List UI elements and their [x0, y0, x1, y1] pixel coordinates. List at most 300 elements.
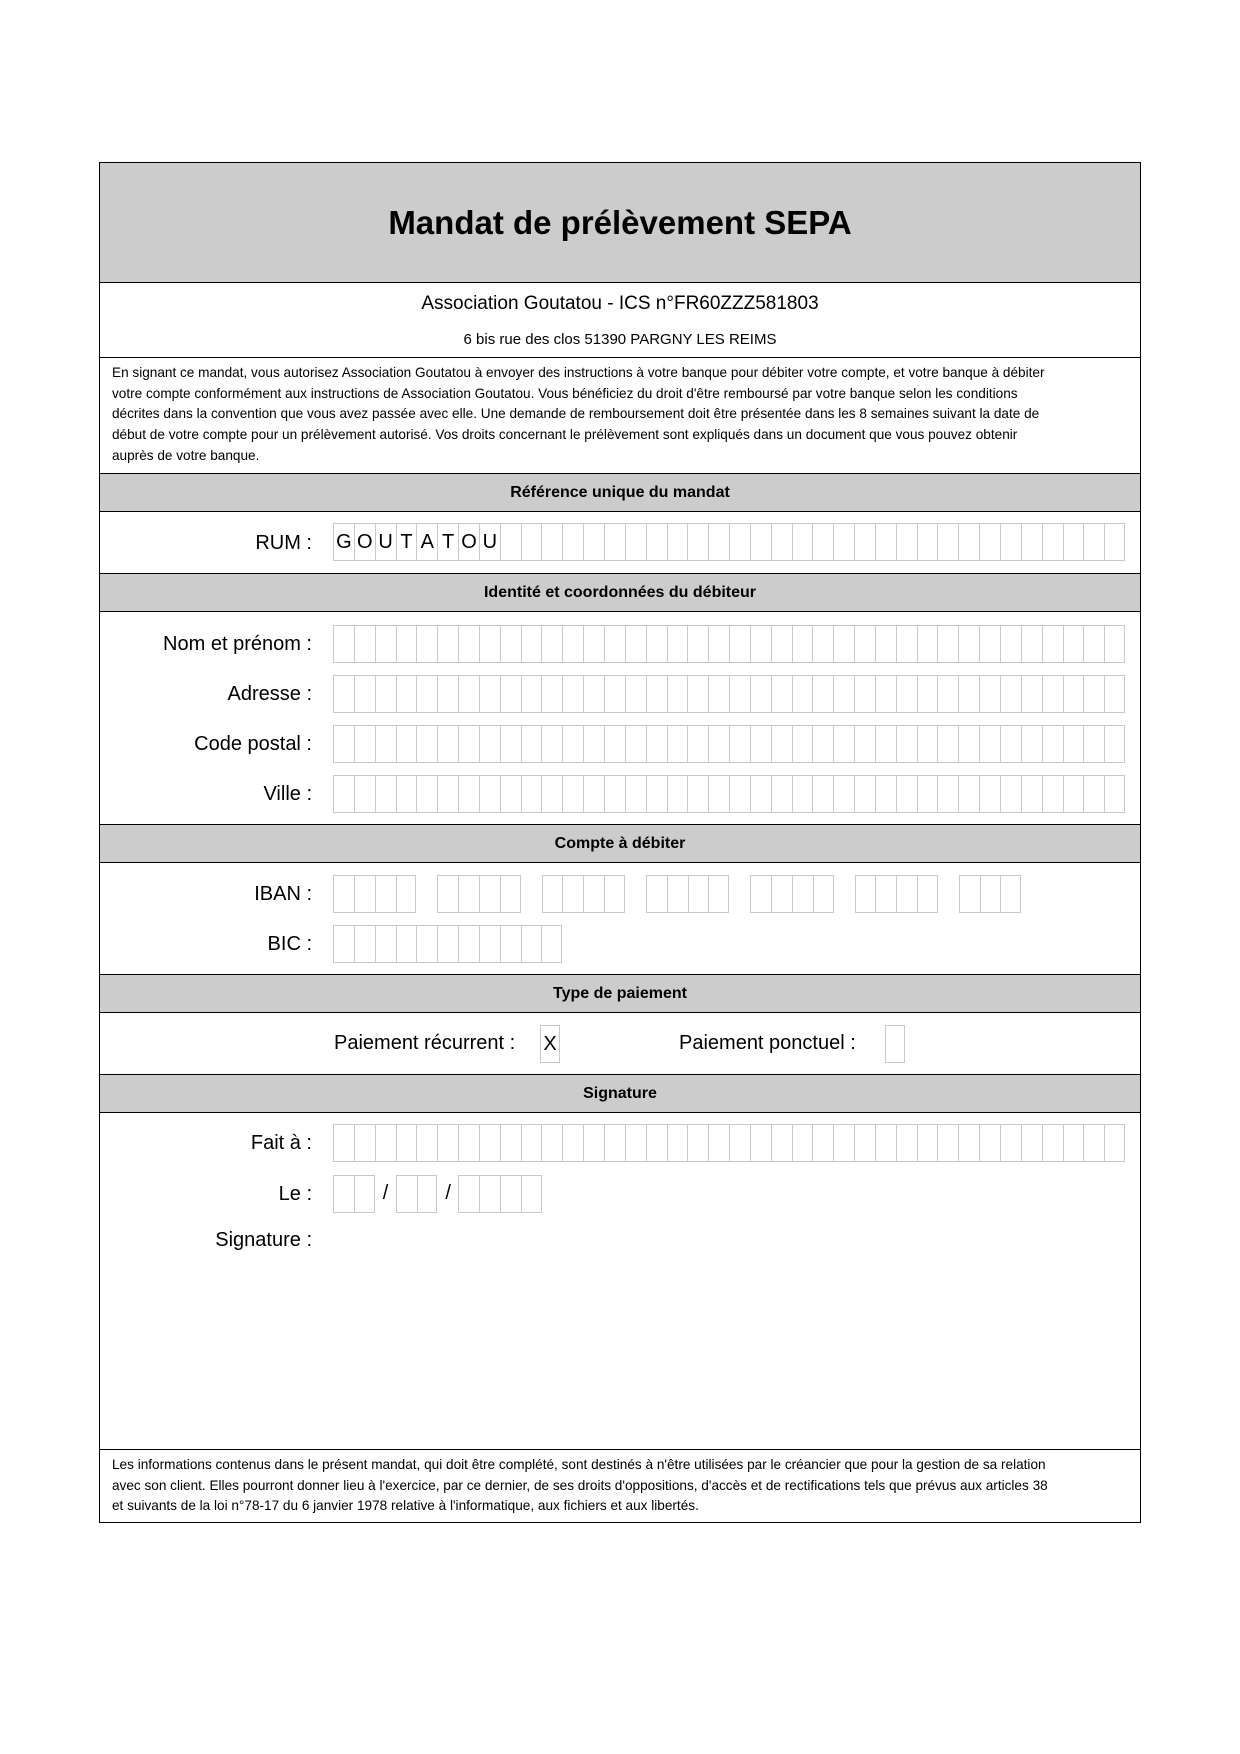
char-box[interactable]	[1021, 775, 1042, 813]
char-box[interactable]	[917, 875, 938, 913]
char-box[interactable]	[604, 675, 625, 713]
char-box[interactable]	[375, 675, 396, 713]
iban-group[interactable]	[437, 875, 520, 913]
char-box[interactable]	[437, 1124, 458, 1162]
char-box[interactable]	[646, 775, 667, 813]
char-box[interactable]	[896, 1124, 917, 1162]
char-box[interactable]	[833, 725, 854, 763]
iban-input[interactable]	[333, 875, 1133, 913]
char-box[interactable]	[646, 675, 667, 713]
char-box[interactable]	[687, 675, 708, 713]
char-box[interactable]	[396, 725, 417, 763]
char-box[interactable]	[917, 775, 938, 813]
char-box[interactable]	[416, 675, 437, 713]
char-box[interactable]	[416, 625, 437, 663]
recurring-payment-checkbox[interactable]	[540, 1025, 560, 1063]
char-box[interactable]	[562, 523, 583, 561]
char-box[interactable]	[917, 523, 938, 561]
char-box[interactable]	[1083, 625, 1104, 663]
char-box[interactable]	[771, 675, 792, 713]
char-box[interactable]	[646, 1124, 667, 1162]
char-box[interactable]	[771, 523, 792, 561]
char-box[interactable]	[625, 775, 646, 813]
char-box[interactable]	[750, 523, 771, 561]
signature-area[interactable]	[333, 1225, 1123, 1445]
char-box[interactable]	[625, 625, 646, 663]
char-box[interactable]: U	[479, 523, 500, 561]
char-box[interactable]	[333, 1124, 354, 1162]
char-box[interactable]	[500, 725, 521, 763]
char-box[interactable]	[937, 725, 958, 763]
char-box[interactable]	[875, 725, 896, 763]
char-box[interactable]	[708, 523, 729, 561]
char-box[interactable]	[396, 875, 417, 913]
postal-code-input[interactable]	[333, 725, 1125, 763]
char-box[interactable]	[875, 675, 896, 713]
char-box[interactable]	[500, 1175, 521, 1213]
char-box[interactable]	[896, 523, 917, 561]
char-box[interactable]: A	[416, 523, 437, 561]
char-box[interactable]	[833, 775, 854, 813]
char-box[interactable]	[479, 1175, 500, 1213]
char-box[interactable]	[396, 625, 417, 663]
char-box[interactable]	[333, 1175, 354, 1213]
char-box[interactable]	[437, 625, 458, 663]
char-box[interactable]	[750, 725, 771, 763]
char-box[interactable]	[354, 675, 375, 713]
char-box[interactable]	[541, 775, 562, 813]
char-box[interactable]	[437, 775, 458, 813]
char-box[interactable]	[1042, 775, 1063, 813]
char-box[interactable]	[479, 775, 500, 813]
char-box[interactable]	[375, 875, 396, 913]
char-box[interactable]	[521, 725, 542, 763]
char-box[interactable]	[583, 775, 604, 813]
char-box[interactable]	[1063, 1124, 1084, 1162]
char-box[interactable]	[1104, 725, 1125, 763]
char-box[interactable]	[875, 775, 896, 813]
char-box[interactable]	[521, 925, 542, 963]
char-box[interactable]	[1000, 523, 1021, 561]
char-box[interactable]	[937, 775, 958, 813]
char-box[interactable]	[937, 523, 958, 561]
char-box[interactable]	[875, 875, 896, 913]
char-box[interactable]	[1021, 725, 1042, 763]
char-box[interactable]	[812, 1124, 833, 1162]
iban-group[interactable]	[646, 875, 729, 913]
char-box[interactable]	[479, 875, 500, 913]
char-box[interactable]	[729, 1124, 750, 1162]
char-box[interactable]	[437, 675, 458, 713]
char-box[interactable]	[771, 625, 792, 663]
char-box[interactable]	[729, 725, 750, 763]
checkbox-box[interactable]: X	[540, 1025, 560, 1063]
char-box[interactable]	[458, 875, 479, 913]
char-box[interactable]	[646, 725, 667, 763]
char-box[interactable]	[937, 675, 958, 713]
char-box[interactable]	[958, 1124, 979, 1162]
char-box[interactable]	[354, 625, 375, 663]
char-box[interactable]	[562, 625, 583, 663]
char-box[interactable]	[396, 925, 417, 963]
char-box[interactable]	[1000, 725, 1021, 763]
char-box[interactable]	[792, 875, 813, 913]
char-box[interactable]	[771, 725, 792, 763]
char-box[interactable]	[437, 875, 458, 913]
city-input[interactable]	[333, 775, 1125, 813]
char-box[interactable]	[812, 675, 833, 713]
char-box[interactable]: G	[333, 523, 354, 561]
char-box[interactable]	[354, 725, 375, 763]
char-box[interactable]	[667, 523, 688, 561]
char-box[interactable]	[729, 523, 750, 561]
char-box[interactable]	[416, 1124, 437, 1162]
char-box[interactable]	[896, 675, 917, 713]
char-box[interactable]	[583, 625, 604, 663]
day-input[interactable]	[333, 1175, 375, 1213]
iban-group[interactable]	[542, 875, 625, 913]
char-box[interactable]	[541, 675, 562, 713]
char-box[interactable]	[687, 1124, 708, 1162]
char-box[interactable]	[416, 925, 437, 963]
char-box[interactable]	[354, 925, 375, 963]
char-box[interactable]	[750, 1124, 771, 1162]
char-box[interactable]	[1063, 675, 1084, 713]
char-box[interactable]	[521, 1175, 542, 1213]
char-box[interactable]	[604, 523, 625, 561]
char-box[interactable]	[771, 1124, 792, 1162]
char-box[interactable]	[500, 925, 521, 963]
char-box[interactable]	[792, 725, 813, 763]
char-box[interactable]: O	[354, 523, 375, 561]
char-box[interactable]: T	[396, 523, 417, 561]
char-box[interactable]	[813, 875, 834, 913]
char-box[interactable]	[979, 775, 1000, 813]
char-box[interactable]	[792, 675, 813, 713]
char-box[interactable]	[792, 625, 813, 663]
char-box[interactable]	[750, 875, 771, 913]
char-box[interactable]	[854, 775, 875, 813]
char-box[interactable]	[396, 1124, 417, 1162]
char-box[interactable]	[479, 925, 500, 963]
char-box[interactable]	[979, 1124, 1000, 1162]
char-box[interactable]	[667, 1124, 688, 1162]
char-box[interactable]	[896, 625, 917, 663]
char-box[interactable]	[958, 775, 979, 813]
char-box[interactable]	[625, 523, 646, 561]
char-box[interactable]	[896, 875, 917, 913]
iban-group[interactable]	[750, 875, 833, 913]
year-input[interactable]	[458, 1175, 541, 1213]
char-box[interactable]	[667, 675, 688, 713]
char-box[interactable]	[333, 725, 354, 763]
char-box[interactable]	[1104, 523, 1125, 561]
char-box[interactable]	[333, 925, 354, 963]
char-box[interactable]	[833, 1124, 854, 1162]
char-box[interactable]	[1063, 725, 1084, 763]
char-box[interactable]	[521, 675, 542, 713]
char-box[interactable]	[416, 725, 437, 763]
rum-input[interactable]	[333, 523, 1125, 561]
char-box[interactable]	[583, 675, 604, 713]
char-box[interactable]	[333, 675, 354, 713]
title-band	[100, 163, 1140, 283]
char-box[interactable]	[708, 775, 729, 813]
char-box[interactable]	[812, 775, 833, 813]
char-box[interactable]	[708, 675, 729, 713]
char-box[interactable]	[792, 523, 813, 561]
char-box[interactable]	[979, 625, 1000, 663]
char-box[interactable]	[833, 625, 854, 663]
char-box[interactable]	[854, 523, 875, 561]
char-box[interactable]	[1063, 625, 1084, 663]
char-box[interactable]	[604, 775, 625, 813]
char-box[interactable]	[396, 675, 417, 713]
char-box[interactable]	[771, 775, 792, 813]
char-box[interactable]	[1021, 625, 1042, 663]
char-box[interactable]: U	[375, 523, 396, 561]
char-box[interactable]: T	[437, 523, 458, 561]
char-box[interactable]	[458, 1124, 479, 1162]
char-box[interactable]	[583, 875, 604, 913]
char-box[interactable]	[1083, 775, 1104, 813]
char-box[interactable]	[854, 1124, 875, 1162]
name-input[interactable]	[333, 625, 1125, 663]
char-box[interactable]	[458, 775, 479, 813]
char-box[interactable]	[1000, 875, 1021, 913]
char-box[interactable]	[562, 725, 583, 763]
char-box[interactable]	[812, 625, 833, 663]
char-box[interactable]	[396, 1175, 417, 1213]
char-box[interactable]	[333, 775, 354, 813]
char-box[interactable]	[687, 625, 708, 663]
place-input[interactable]	[333, 1124, 1125, 1162]
char-box[interactable]	[521, 1124, 542, 1162]
char-box[interactable]	[458, 725, 479, 763]
char-box[interactable]	[1063, 523, 1084, 561]
char-box[interactable]	[604, 1124, 625, 1162]
checkbox-box[interactable]	[885, 1025, 905, 1063]
char-box[interactable]: O	[458, 523, 479, 561]
char-box[interactable]	[416, 775, 437, 813]
char-box[interactable]	[541, 523, 562, 561]
char-box[interactable]	[583, 1124, 604, 1162]
char-box[interactable]	[1000, 675, 1021, 713]
char-box[interactable]	[583, 725, 604, 763]
char-box[interactable]	[958, 675, 979, 713]
char-box[interactable]	[396, 775, 417, 813]
char-box[interactable]	[646, 875, 667, 913]
one-time-payment-checkbox[interactable]	[885, 1025, 905, 1063]
char-box[interactable]	[500, 675, 521, 713]
char-box[interactable]	[479, 625, 500, 663]
address-input[interactable]	[333, 675, 1125, 713]
char-box[interactable]	[479, 675, 500, 713]
char-box[interactable]	[1042, 675, 1063, 713]
char-box[interactable]	[1104, 625, 1125, 663]
char-box[interactable]	[855, 875, 876, 913]
char-box[interactable]	[1104, 1124, 1125, 1162]
char-box[interactable]	[417, 1175, 438, 1213]
char-box[interactable]	[562, 675, 583, 713]
char-box[interactable]	[917, 675, 938, 713]
char-box[interactable]	[500, 775, 521, 813]
char-box[interactable]	[1042, 1124, 1063, 1162]
char-box[interactable]	[375, 1124, 396, 1162]
char-box[interactable]	[583, 523, 604, 561]
char-box[interactable]	[625, 1124, 646, 1162]
char-box[interactable]	[1104, 675, 1125, 713]
char-box[interactable]	[375, 925, 396, 963]
char-box[interactable]	[979, 523, 1000, 561]
char-box[interactable]	[521, 625, 542, 663]
iban-group[interactable]	[959, 875, 1022, 913]
char-box[interactable]	[979, 725, 1000, 763]
char-box[interactable]	[1021, 1124, 1042, 1162]
char-box[interactable]	[854, 675, 875, 713]
char-box[interactable]	[958, 523, 979, 561]
char-box[interactable]	[667, 875, 688, 913]
month-input[interactable]	[396, 1175, 438, 1213]
char-box[interactable]	[750, 675, 771, 713]
char-box[interactable]	[604, 725, 625, 763]
char-box[interactable]	[562, 875, 583, 913]
char-box[interactable]	[646, 523, 667, 561]
iban-group[interactable]	[855, 875, 938, 913]
char-box[interactable]	[667, 725, 688, 763]
char-box[interactable]	[437, 725, 458, 763]
char-box[interactable]	[729, 625, 750, 663]
char-box[interactable]	[729, 775, 750, 813]
char-box[interactable]	[917, 725, 938, 763]
char-box[interactable]	[667, 775, 688, 813]
char-box[interactable]	[375, 625, 396, 663]
char-box[interactable]	[708, 625, 729, 663]
char-box[interactable]	[479, 725, 500, 763]
char-box[interactable]	[541, 1124, 562, 1162]
char-box[interactable]	[458, 675, 479, 713]
char-box[interactable]	[875, 625, 896, 663]
char-box[interactable]	[1000, 625, 1021, 663]
char-box[interactable]	[562, 775, 583, 813]
char-box[interactable]	[792, 1124, 813, 1162]
char-box[interactable]	[896, 775, 917, 813]
char-box[interactable]	[958, 625, 979, 663]
char-box[interactable]	[667, 625, 688, 663]
char-box[interactable]	[896, 725, 917, 763]
char-box[interactable]	[354, 1175, 375, 1213]
char-box[interactable]	[917, 625, 938, 663]
char-box[interactable]	[812, 725, 833, 763]
char-box[interactable]	[458, 625, 479, 663]
date-input[interactable]	[333, 1175, 633, 1213]
char-box[interactable]	[542, 875, 563, 913]
char-box[interactable]	[500, 875, 521, 913]
char-box[interactable]	[687, 725, 708, 763]
char-box[interactable]	[479, 1124, 500, 1162]
iban-group[interactable]	[333, 875, 416, 913]
char-box[interactable]	[458, 925, 479, 963]
char-box[interactable]	[854, 625, 875, 663]
char-box[interactable]	[541, 625, 562, 663]
char-box[interactable]	[625, 675, 646, 713]
char-box[interactable]	[979, 675, 1000, 713]
char-box[interactable]	[354, 875, 375, 913]
char-box[interactable]	[729, 675, 750, 713]
char-box[interactable]	[875, 523, 896, 561]
char-box[interactable]	[1083, 1124, 1104, 1162]
char-box[interactable]	[708, 1124, 729, 1162]
char-box[interactable]	[541, 925, 562, 963]
char-box[interactable]	[980, 875, 1001, 913]
char-box[interactable]	[437, 925, 458, 963]
char-box[interactable]	[708, 725, 729, 763]
char-box[interactable]	[521, 775, 542, 813]
char-box[interactable]	[833, 675, 854, 713]
char-box[interactable]	[500, 1124, 521, 1162]
char-box[interactable]	[604, 875, 625, 913]
divider	[100, 1449, 1140, 1450]
char-box[interactable]	[646, 625, 667, 663]
char-box[interactable]	[604, 625, 625, 663]
char-box[interactable]	[1000, 775, 1021, 813]
char-box[interactable]	[917, 1124, 938, 1162]
char-box[interactable]	[562, 1124, 583, 1162]
char-box[interactable]	[1042, 523, 1063, 561]
char-box[interactable]	[771, 875, 792, 913]
char-box[interactable]	[958, 725, 979, 763]
char-box[interactable]	[354, 775, 375, 813]
char-box[interactable]	[937, 625, 958, 663]
char-box[interactable]	[375, 725, 396, 763]
char-box[interactable]	[1063, 775, 1084, 813]
char-box[interactable]	[333, 875, 354, 913]
char-box[interactable]	[1083, 523, 1104, 561]
char-box[interactable]	[541, 725, 562, 763]
char-box[interactable]	[500, 523, 521, 561]
char-box[interactable]	[750, 775, 771, 813]
char-box[interactable]	[521, 523, 542, 561]
char-box[interactable]	[1021, 523, 1042, 561]
char-box[interactable]	[1042, 725, 1063, 763]
char-box[interactable]	[1083, 725, 1104, 763]
char-box[interactable]	[1000, 1124, 1021, 1162]
char-box[interactable]	[625, 725, 646, 763]
char-box[interactable]	[1021, 675, 1042, 713]
char-box[interactable]	[708, 875, 729, 913]
char-box[interactable]	[854, 725, 875, 763]
char-box[interactable]	[750, 625, 771, 663]
char-box[interactable]	[375, 775, 396, 813]
char-box[interactable]	[500, 625, 521, 663]
char-box[interactable]	[833, 523, 854, 561]
char-box[interactable]	[687, 775, 708, 813]
char-box[interactable]	[458, 1175, 479, 1213]
bic-input[interactable]	[333, 925, 562, 963]
char-box[interactable]	[1083, 675, 1104, 713]
char-box[interactable]	[959, 875, 980, 913]
char-box[interactable]	[687, 523, 708, 561]
char-box[interactable]	[333, 625, 354, 663]
char-box[interactable]	[937, 1124, 958, 1162]
char-box[interactable]	[812, 523, 833, 561]
char-box[interactable]	[1042, 625, 1063, 663]
char-box[interactable]	[1104, 775, 1125, 813]
char-box[interactable]	[792, 775, 813, 813]
char-box[interactable]	[875, 1124, 896, 1162]
char-box[interactable]	[688, 875, 709, 913]
char-box[interactable]	[354, 1124, 375, 1162]
